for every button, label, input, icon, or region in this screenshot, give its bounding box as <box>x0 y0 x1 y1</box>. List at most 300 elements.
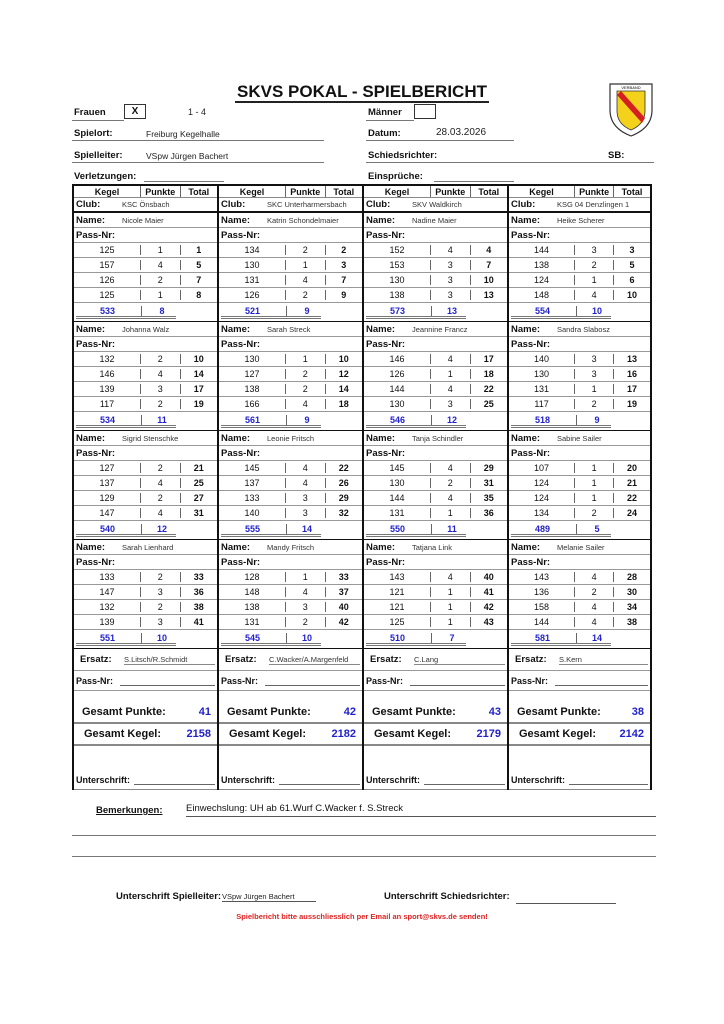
gesamt-kegel-label: Gesamt Kegel: <box>84 728 162 740</box>
punkte-value: 1 <box>575 493 614 503</box>
datum-line <box>366 140 514 141</box>
pass-nr-line <box>555 676 648 686</box>
sum-punkte: 10 <box>301 633 312 643</box>
ersatz-row <box>219 649 362 671</box>
total-value: 31 <box>193 508 204 518</box>
player-name-row <box>364 431 507 446</box>
player-name: Tatjana Link <box>412 542 453 552</box>
score-row <box>219 273 362 288</box>
player-name-row <box>219 540 362 555</box>
sum-punkte: 11 <box>157 415 167 425</box>
punkte-value: 2 <box>575 260 614 270</box>
signature-row <box>219 746 362 790</box>
score-row <box>509 585 650 600</box>
score-row <box>509 397 650 412</box>
pass-nr-row <box>509 446 650 461</box>
club-row <box>74 198 217 213</box>
kegel-value: 138 <box>364 290 431 300</box>
score-row <box>509 461 650 476</box>
punkte-value: 1 <box>141 245 180 255</box>
sum-kegel: 489 <box>509 524 577 534</box>
total-value: 14 <box>193 369 204 379</box>
kegel-value: 130 <box>364 399 431 409</box>
punkte-value: 2 <box>141 493 180 503</box>
total-value: 20 <box>627 463 638 473</box>
player-sum-row <box>364 521 507 537</box>
name-label: Name: <box>76 323 106 335</box>
score-row <box>364 570 507 585</box>
gesamt-punkte-label: Gesamt Punkte: <box>372 706 456 718</box>
punkte-value: 3 <box>431 290 470 300</box>
punkte-value: 1 <box>575 463 614 473</box>
email-notice: Spielbericht bitte ausschliesslich per Email an sport@skvs.de senden! <box>236 912 488 921</box>
player-name-row <box>74 213 217 228</box>
score-row <box>74 585 217 600</box>
ersatz-label: Ersatz: <box>515 654 547 665</box>
kegel-value: 126 <box>74 275 141 285</box>
score-row <box>509 273 650 288</box>
pass-nr-row <box>219 555 362 570</box>
kegel-value: 117 <box>74 399 141 409</box>
punkte-value: 3 <box>141 617 180 627</box>
name-label: Name: <box>76 541 106 553</box>
kegel-value: 157 <box>74 260 141 270</box>
club-name: KSC Önsbach <box>122 200 170 209</box>
maenner-checkbox[interactable] <box>414 104 436 119</box>
name-label: Name: <box>366 432 396 444</box>
punkte-value: 3 <box>286 602 325 612</box>
punkte-header: Punkte <box>431 186 470 197</box>
score-row <box>364 382 507 397</box>
player-name: Heike Scherer <box>557 215 605 225</box>
pass-nr-label: Pass-Nr: <box>221 338 261 350</box>
sum-kegel: 510 <box>364 633 432 643</box>
kegel-value: 133 <box>74 572 141 582</box>
gesamt-kegel-label: Gesamt Kegel: <box>519 728 597 740</box>
pass-nr-line <box>410 676 505 686</box>
kegel-value: 134 <box>219 245 286 255</box>
score-row <box>364 585 507 600</box>
kegel-header: Kegel <box>219 186 286 197</box>
pass-nr-row <box>74 446 217 461</box>
kegel-header: Kegel <box>509 186 575 197</box>
club-name: SKV Waldkirch <box>412 200 462 209</box>
pass-nr-label: Pass-Nr: <box>76 556 116 568</box>
score-row <box>219 615 362 630</box>
column-header <box>364 184 507 198</box>
total-value: 38 <box>193 602 204 612</box>
total-value: 30 <box>627 587 638 597</box>
gesamt-kegel-label: Gesamt Kegel: <box>229 728 307 740</box>
kegel-value: 128 <box>219 572 286 582</box>
kegel-value: 147 <box>74 587 141 597</box>
pass-nr-row <box>219 446 362 461</box>
kegel-value: 146 <box>74 369 141 379</box>
gesamt-punkte-row <box>219 691 362 724</box>
punkte-header: Punkte <box>575 186 614 197</box>
score-row <box>219 258 362 273</box>
gesamt-kegel-row <box>509 724 650 746</box>
punkte-value: 4 <box>431 354 470 364</box>
club-label: Club: <box>76 199 101 210</box>
kegel-value: 137 <box>219 478 286 488</box>
total-value: 29 <box>483 463 494 473</box>
player-name: Mandy Fritsch <box>267 542 315 552</box>
frauen-label: Frauen <box>74 107 106 118</box>
score-row <box>74 288 217 303</box>
ersatz-value: C.Lang <box>414 655 505 665</box>
player-name-row <box>219 213 362 228</box>
score-row <box>364 600 507 615</box>
gesamt-punkte-label: Gesamt Punkte: <box>517 706 601 718</box>
kegel-value: 158 <box>509 602 575 612</box>
player-name: Sigrid Stenschke <box>122 433 179 443</box>
column-header <box>219 184 362 198</box>
kegel-value: 131 <box>219 617 286 627</box>
name-label: Name: <box>221 432 251 444</box>
score-row <box>74 352 217 367</box>
ersatz-label: Ersatz: <box>370 654 402 665</box>
punkte-value: 2 <box>141 275 180 285</box>
punkte-value: 4 <box>286 587 325 597</box>
kegel-value: 132 <box>74 602 141 612</box>
gesamt-kegel-value: 2142 <box>619 728 644 740</box>
punkte-value: 4 <box>575 290 614 300</box>
ersatz-value: S.Kern <box>559 655 648 665</box>
frauen-underline <box>72 120 124 121</box>
player-name: Nicole Maier <box>122 215 164 225</box>
kegel-value: 147 <box>74 508 141 518</box>
total-value: 43 <box>483 617 494 627</box>
kegel-value: 121 <box>364 587 431 597</box>
kegel-value: 137 <box>74 478 141 488</box>
total-value: 25 <box>483 399 494 409</box>
total-value: 22 <box>627 493 638 503</box>
ersatz-row <box>509 649 650 671</box>
player-sum-row <box>364 303 507 319</box>
gesamt-punkte-label: Gesamt Punkte: <box>227 706 311 718</box>
gesamt-punkte-row <box>509 691 650 724</box>
frauen-checkbox[interactable]: X <box>124 104 146 119</box>
name-label: Name: <box>366 541 396 553</box>
gesamt-kegel-row <box>364 724 507 746</box>
kegel-value: 153 <box>364 260 431 270</box>
total-value: 16 <box>627 369 638 379</box>
double-underline <box>221 316 321 319</box>
team-column <box>362 184 507 790</box>
punkte-value: 1 <box>431 369 470 379</box>
kegel-value: 143 <box>364 572 431 582</box>
ersatz-pass-row <box>219 671 362 691</box>
player-name: Jeannine Francz <box>412 324 468 334</box>
kegel-value: 145 <box>364 463 431 473</box>
total-value: 5 <box>629 260 635 270</box>
kegel-value: 125 <box>74 245 141 255</box>
pass-nr-label: Pass-Nr: <box>221 229 261 241</box>
score-row <box>219 491 362 506</box>
score-row <box>509 491 650 506</box>
gesamt-kegel-value: 2158 <box>186 728 211 740</box>
punkte-value: 3 <box>141 587 180 597</box>
pass-nr-label: Pass-Nr: <box>511 675 549 686</box>
sum-punkte: 7 <box>449 633 455 643</box>
kegel-value: 139 <box>74 384 141 394</box>
name-label: Name: <box>366 214 396 226</box>
punkte-value: 2 <box>575 508 614 518</box>
pass-nr-line <box>120 676 215 686</box>
player-name-row <box>74 540 217 555</box>
spielort-label: Spielort: <box>74 128 113 139</box>
kegel-value: 133 <box>219 493 286 503</box>
total-header: Total <box>188 187 210 197</box>
kegel-value: 130 <box>364 478 431 488</box>
kegel-value: 124 <box>509 275 575 285</box>
kegel-value: 148 <box>509 290 575 300</box>
punkte-value: 4 <box>431 572 470 582</box>
sum-kegel: 561 <box>219 415 287 425</box>
punkte-value: 3 <box>286 493 325 503</box>
schiedsrichter-line <box>366 162 654 163</box>
punkte-value: 3 <box>575 369 614 379</box>
total-value: 33 <box>338 572 349 582</box>
total-value: 40 <box>483 572 494 582</box>
pass-nr-label: Pass-Nr: <box>366 675 404 686</box>
total-value: 6 <box>629 275 635 285</box>
score-row <box>74 491 217 506</box>
ersatz-value: C.Wacker/A.Margenfeld <box>269 655 360 665</box>
total-value: 31 <box>483 478 494 488</box>
maenner-underline <box>366 120 414 121</box>
sum-kegel: 540 <box>74 524 142 534</box>
sum-punkte: 10 <box>156 633 167 643</box>
kegel-value: 140 <box>219 508 286 518</box>
punkte-value: 1 <box>141 290 180 300</box>
round-value: 1 - 4 <box>188 107 207 117</box>
double-underline <box>221 643 321 646</box>
score-row <box>74 397 217 412</box>
double-underline <box>221 425 321 428</box>
pass-nr-label: Pass-Nr: <box>76 447 116 459</box>
player-sum-row <box>509 303 650 319</box>
kegel-value: 117 <box>509 399 575 409</box>
ersatz-pass-row <box>74 671 217 691</box>
score-row <box>509 615 650 630</box>
pass-nr-label: Pass-Nr: <box>76 338 116 350</box>
score-row <box>364 397 507 412</box>
total-value: 22 <box>338 463 349 473</box>
double-underline <box>76 425 176 428</box>
pass-nr-line <box>265 676 360 686</box>
column-header <box>74 184 217 198</box>
pass-nr-row <box>74 228 217 243</box>
sum-punkte: 9 <box>594 415 600 425</box>
maenner-label: Männer <box>368 107 402 118</box>
pass-nr-label: Pass-Nr: <box>221 556 261 568</box>
pass-nr-row <box>364 228 507 243</box>
name-label: Name: <box>221 323 251 335</box>
kegel-value: 145 <box>219 463 286 473</box>
kegel-value: 131 <box>364 508 431 518</box>
total-value: 10 <box>483 275 494 285</box>
sum-kegel: 545 <box>219 633 287 643</box>
spielleiter-label: Spielleiter: <box>74 150 123 161</box>
total-header: Total <box>333 187 355 197</box>
schiedsrichter-label: Schiedsrichter: <box>368 150 438 161</box>
signature-line[interactable] <box>134 775 215 785</box>
sum-kegel: 534 <box>74 415 142 425</box>
player-sum-row <box>219 303 362 319</box>
player-name: Tanja Schindler <box>412 433 464 443</box>
punkte-value: 4 <box>141 260 180 270</box>
punkte-value: 2 <box>575 399 614 409</box>
sum-kegel: 573 <box>364 306 432 316</box>
gesamt-kegel-value: 2182 <box>331 728 356 740</box>
ersatz-value: S.Litsch/R.Schmidt <box>124 655 215 665</box>
total-value: 29 <box>338 493 349 503</box>
punkte-value: 4 <box>575 617 614 627</box>
punkte-value: 1 <box>286 260 325 270</box>
punkte-value: 3 <box>431 260 470 270</box>
ersatz-label: Ersatz: <box>225 654 257 665</box>
sum-kegel: 521 <box>219 306 287 316</box>
punkte-value: 2 <box>141 572 180 582</box>
total-value: 19 <box>627 399 638 409</box>
kegel-value: 138 <box>219 602 286 612</box>
kegel-value: 126 <box>219 290 286 300</box>
score-row <box>219 600 362 615</box>
total-value: 38 <box>627 617 638 627</box>
total-value: 33 <box>193 572 204 582</box>
total-value: 4 <box>486 245 492 255</box>
einsprueche-label: Einsprüche: <box>368 171 423 182</box>
player-name: Melanie Sailer <box>557 542 605 552</box>
kegel-value: 134 <box>509 508 575 518</box>
punkte-value: 1 <box>286 354 325 364</box>
score-row <box>364 615 507 630</box>
pass-nr-label: Pass-Nr: <box>511 338 551 350</box>
score-row <box>74 243 217 258</box>
pass-nr-label: Pass-Nr: <box>221 675 259 686</box>
player-name: Nadine Maier <box>412 215 457 225</box>
kegel-value: 166 <box>219 399 286 409</box>
kegel-value: 144 <box>364 384 431 394</box>
punkte-value: 4 <box>286 478 325 488</box>
punkte-value: 3 <box>286 508 325 518</box>
total-value: 10 <box>627 290 638 300</box>
player-name-row <box>509 431 650 446</box>
punkte-value: 4 <box>141 369 180 379</box>
score-row <box>219 397 362 412</box>
sum-kegel: 550 <box>364 524 432 534</box>
signature-line[interactable] <box>279 775 360 785</box>
kegel-value: 132 <box>74 354 141 364</box>
gesamt-punkte-value: 43 <box>488 706 501 718</box>
score-row <box>364 288 507 303</box>
score-row <box>74 258 217 273</box>
ersatz-pass-row <box>509 671 650 691</box>
total-value: 41 <box>193 617 204 627</box>
score-row <box>219 243 362 258</box>
total-value: 13 <box>627 354 638 364</box>
score-row <box>74 476 217 491</box>
bemerkungen-label: Bemerkungen: <box>96 805 163 816</box>
punkte-value: 4 <box>431 384 470 394</box>
total-value: 21 <box>193 463 204 473</box>
ersatz-pass-row <box>364 671 507 691</box>
total-value: 3 <box>629 245 635 255</box>
punkte-value: 2 <box>286 369 325 379</box>
punkte-value: 4 <box>286 399 325 409</box>
score-row <box>509 506 650 521</box>
punkte-value: 4 <box>431 245 470 255</box>
team-column <box>217 184 362 790</box>
player-name-row <box>74 431 217 446</box>
punkte-value: 1 <box>431 587 470 597</box>
name-label: Name: <box>511 323 541 335</box>
signature-line[interactable] <box>569 775 648 785</box>
sum-kegel: 555 <box>219 524 287 534</box>
gesamt-punkte-row <box>74 691 217 724</box>
total-value: 25 <box>193 478 204 488</box>
signature-row <box>364 746 507 790</box>
double-underline <box>76 643 176 646</box>
pass-nr-label: Pass-Nr: <box>76 675 114 686</box>
signature-line[interactable] <box>424 775 505 785</box>
sum-punkte: 12 <box>156 524 167 534</box>
name-label: Name: <box>76 432 106 444</box>
punkte-value: 2 <box>141 399 180 409</box>
svg-text:VERBAND: VERBAND <box>621 85 641 90</box>
team-column <box>72 184 217 790</box>
player-name-row <box>364 322 507 337</box>
kegel-value: 136 <box>509 587 575 597</box>
gesamt-punkte-value: 38 <box>631 706 644 718</box>
kegel-value: 129 <box>74 493 141 503</box>
gesamt-punkte-value: 42 <box>343 706 356 718</box>
unterschrift-spielleiter-label: Unterschrift Spielleiter: <box>116 891 222 902</box>
title-text: SKVS POKAL - SPIELBERICHT <box>237 82 487 101</box>
punkte-value: 1 <box>575 275 614 285</box>
signature-row <box>509 746 650 790</box>
player-name: Katrin Schondelmaier <box>267 215 339 225</box>
score-row <box>219 288 362 303</box>
punkte-value: 3 <box>431 399 470 409</box>
score-row <box>509 382 650 397</box>
punkte-value: 2 <box>141 463 180 473</box>
name-label: Name: <box>76 214 106 226</box>
pass-nr-row <box>364 337 507 352</box>
club-label: Club: <box>221 199 246 210</box>
ersatz-label: Ersatz: <box>80 654 112 665</box>
punkte-value: 4 <box>575 572 614 582</box>
kegel-value: 144 <box>509 617 575 627</box>
pass-nr-row <box>364 446 507 461</box>
name-label: Name: <box>511 541 541 553</box>
remarks-line-3 <box>72 856 656 857</box>
total-value: 12 <box>338 369 349 379</box>
pass-nr-row <box>509 555 650 570</box>
kegel-value: 131 <box>219 275 286 285</box>
total-value: 8 <box>196 290 202 300</box>
kegel-value: 124 <box>509 478 575 488</box>
pass-nr-row <box>364 555 507 570</box>
kegel-value: 138 <box>219 384 286 394</box>
sum-punkte: 9 <box>304 415 310 425</box>
kegel-header: Kegel <box>74 186 141 197</box>
punkte-value: 1 <box>431 617 470 627</box>
einsprueche-line <box>434 181 514 182</box>
punkte-value: 3 <box>141 384 180 394</box>
